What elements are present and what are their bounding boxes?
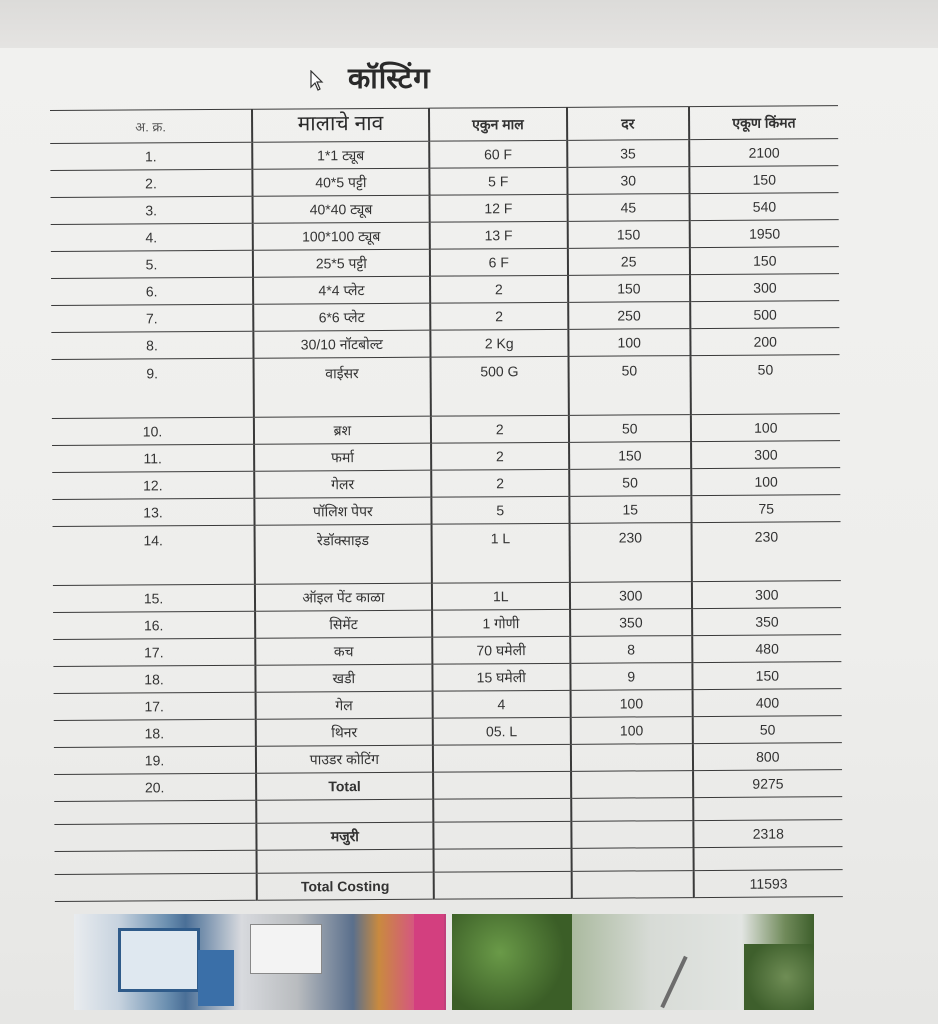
cell-total: 200 <box>690 328 839 356</box>
cell-sr-no: 15. <box>53 584 255 612</box>
cell-total: 150 <box>689 166 838 194</box>
cell-quantity: 5 <box>431 496 569 524</box>
header-item-name: मालाचे नाव <box>252 108 429 142</box>
tree-canopy-shape <box>452 914 572 1010</box>
cell-total: 300 <box>691 441 840 469</box>
header-rate: दर <box>567 107 689 141</box>
cell-sr-no: 11. <box>52 444 254 472</box>
trees-photo <box>452 914 814 1010</box>
cell-total: 500 <box>690 301 839 329</box>
cell-total: 50 <box>692 716 841 744</box>
cell-item-name: सिमेंट <box>255 610 432 638</box>
cell-rate: 250 <box>568 302 690 330</box>
cell-rate: 45 <box>567 194 689 222</box>
header-quantity: एकुन माल <box>429 107 567 141</box>
labour-amount: 2318 <box>693 820 842 848</box>
cell-rate: 50 <box>568 356 690 416</box>
cell-total: 150 <box>690 247 839 275</box>
labour-label: मजुरी <box>256 822 433 850</box>
cell-rate: 15 <box>569 496 691 524</box>
cell-rate: 100 <box>568 329 690 357</box>
cell-quantity: 1L <box>432 582 570 610</box>
cell-total: 480 <box>692 635 841 663</box>
cell-quantity: 4 <box>432 690 570 718</box>
table-row <box>52 355 840 419</box>
cell-total: 350 <box>692 608 841 636</box>
cell-item-name: पाउडर कोटिंग <box>256 745 433 773</box>
cell-item-name: खडी <box>255 664 432 692</box>
cell-quantity <box>433 744 571 772</box>
cell-quantity: 2 <box>431 469 569 497</box>
cell-quantity: 2 <box>430 302 568 330</box>
header-sr-no: अ. क्र. <box>50 109 252 143</box>
cell-quantity: 2 Kg <box>430 329 568 357</box>
whiteboard-shape <box>250 924 322 974</box>
costing-table <box>50 105 843 902</box>
cell-total: 300 <box>690 274 839 302</box>
cell-quantity: 500 G <box>430 356 568 416</box>
cell-item-name: फर्मा <box>254 443 431 471</box>
cell-quantity: 1 L <box>431 523 569 583</box>
cell-item-name: ब्रश <box>254 416 431 444</box>
workshop-photo <box>74 914 446 1010</box>
total-costing-row <box>55 870 843 902</box>
cell-rate: 50 <box>569 415 691 443</box>
cell-sr-no: 16. <box>53 611 255 639</box>
cell-item-name: कच <box>255 637 432 665</box>
cell-item-name: 40*5 पट्टी <box>252 168 429 196</box>
cell-sr-no: 5. <box>51 250 253 278</box>
cell-item-name: गेल <box>256 691 433 719</box>
cell-rate: 100 <box>571 717 693 745</box>
cell-quantity: 2 <box>431 442 569 470</box>
table-header-row <box>50 106 838 144</box>
cell-quantity: 15 घमेली <box>432 663 570 691</box>
cell-rate: 30 <box>567 167 689 195</box>
cell-sr-no: 12. <box>52 471 254 499</box>
cell-sr-no: 19. <box>54 746 256 774</box>
cell-item-name: थिनर <box>256 718 433 746</box>
mouse-cursor-icon <box>310 70 326 92</box>
cell-rate: 150 <box>568 221 690 249</box>
cell-sr-no: 10. <box>52 417 254 445</box>
cell-quantity: 13 F <box>429 221 567 249</box>
pink-panel-shape <box>414 914 444 1010</box>
cell-rate: 25 <box>568 248 690 276</box>
cell-quantity: 6 F <box>430 248 568 276</box>
total-costing-label: Total Costing <box>257 872 434 900</box>
cell-quantity: 2 <box>430 275 568 303</box>
cell-total: 100 <box>691 468 840 496</box>
cell-quantity <box>433 771 571 799</box>
cell-item-name: 4*4 प्लेट <box>253 276 430 304</box>
cell-item-name: 40*40 ट्यूब <box>253 195 430 223</box>
total-label: Total <box>256 772 433 800</box>
cell-sr-no: 8. <box>51 331 253 359</box>
cell-item-name: ऑइल पेंट काळा <box>255 583 432 611</box>
cell-sr-no: 3. <box>51 196 253 224</box>
window-shape <box>118 928 200 992</box>
cell-total: 50 <box>690 355 840 415</box>
cell-quantity: 5 F <box>429 167 567 195</box>
tree-right-shape <box>744 944 814 1010</box>
cell-item-name: 30/10 नॉटबोल्ट <box>253 330 430 358</box>
table-row <box>53 522 841 586</box>
cell-rate: 230 <box>569 523 691 583</box>
cell-item-name: 100*100 ट्यूब <box>253 222 430 250</box>
cell-total: 300 <box>692 581 841 609</box>
total-costing-amount: 11593 <box>693 870 842 898</box>
cell-sr-no: 18. <box>54 719 256 747</box>
header-total-price: एकूण किंमत <box>689 106 839 140</box>
cell-rate: 350 <box>570 609 692 637</box>
cell-quantity: 05. L <box>432 717 570 745</box>
cell-rate: 150 <box>569 442 691 470</box>
cell-sr-no: 7. <box>51 304 253 332</box>
branch-shape <box>660 956 687 1008</box>
cell-quantity: 70 घमेली <box>432 636 570 664</box>
cell-rate: 35 <box>567 140 689 168</box>
cell-rate: 300 <box>570 582 692 610</box>
cell-item-name: 1*1 ट्यूब <box>252 141 429 169</box>
cell-total: 1950 <box>689 220 838 248</box>
cell-sr-no: 18. <box>53 665 255 693</box>
cell-rate: 9 <box>570 663 692 691</box>
cell-sr-no: 2. <box>50 169 252 197</box>
cell-item-name: पॉलिश पेपर <box>254 497 431 525</box>
cell-total: 100 <box>691 414 840 442</box>
cell-item-name: 6*6 प्लेट <box>253 303 430 331</box>
cell-item-name: गेलर <box>254 470 431 498</box>
cell-quantity: 12 F <box>429 194 567 222</box>
cabinet-shape <box>198 950 234 1006</box>
cell-total: 540 <box>689 193 838 221</box>
cell-sr-no: 4. <box>51 223 253 251</box>
cell-sr-no: 1. <box>50 142 252 170</box>
cell-total: 230 <box>691 522 841 582</box>
cell-total: 2100 <box>689 139 838 167</box>
cell-sr-no: 17. <box>53 638 255 666</box>
cell-quantity: 1 गोणी <box>432 609 570 637</box>
cell-quantity: 2 <box>431 415 569 443</box>
cell-sr-no: 9. <box>52 358 254 418</box>
cell-total: 150 <box>692 662 841 690</box>
cell-total: 400 <box>692 689 841 717</box>
cell-quantity: 60 F <box>429 140 567 168</box>
cell-total: 75 <box>691 495 840 523</box>
cell-sr-no: 14. <box>53 525 255 585</box>
cell-sr-no: 20. <box>54 773 256 801</box>
cell-rate: 50 <box>569 469 691 497</box>
cell-sr-no: 13. <box>52 498 254 526</box>
cell-item-name: 25*5 पट्टी <box>253 249 430 277</box>
cell-rate: 8 <box>570 636 692 664</box>
document-title: कॉस्टिंग <box>348 61 431 95</box>
cell-sr-no: 17. <box>54 692 256 720</box>
total-amount: 9275 <box>693 770 842 798</box>
cell-item-name: रेडॉक्साइड <box>255 524 432 584</box>
cell-total: 800 <box>693 743 842 771</box>
cell-rate <box>571 744 693 772</box>
cell-rate: 150 <box>568 275 690 303</box>
cell-sr-no: 6. <box>51 277 253 305</box>
monitor-top-bezel <box>0 0 938 55</box>
cell-item-name: वाईसर <box>254 357 431 417</box>
cell-rate <box>571 771 693 799</box>
cell-rate: 100 <box>570 690 692 718</box>
